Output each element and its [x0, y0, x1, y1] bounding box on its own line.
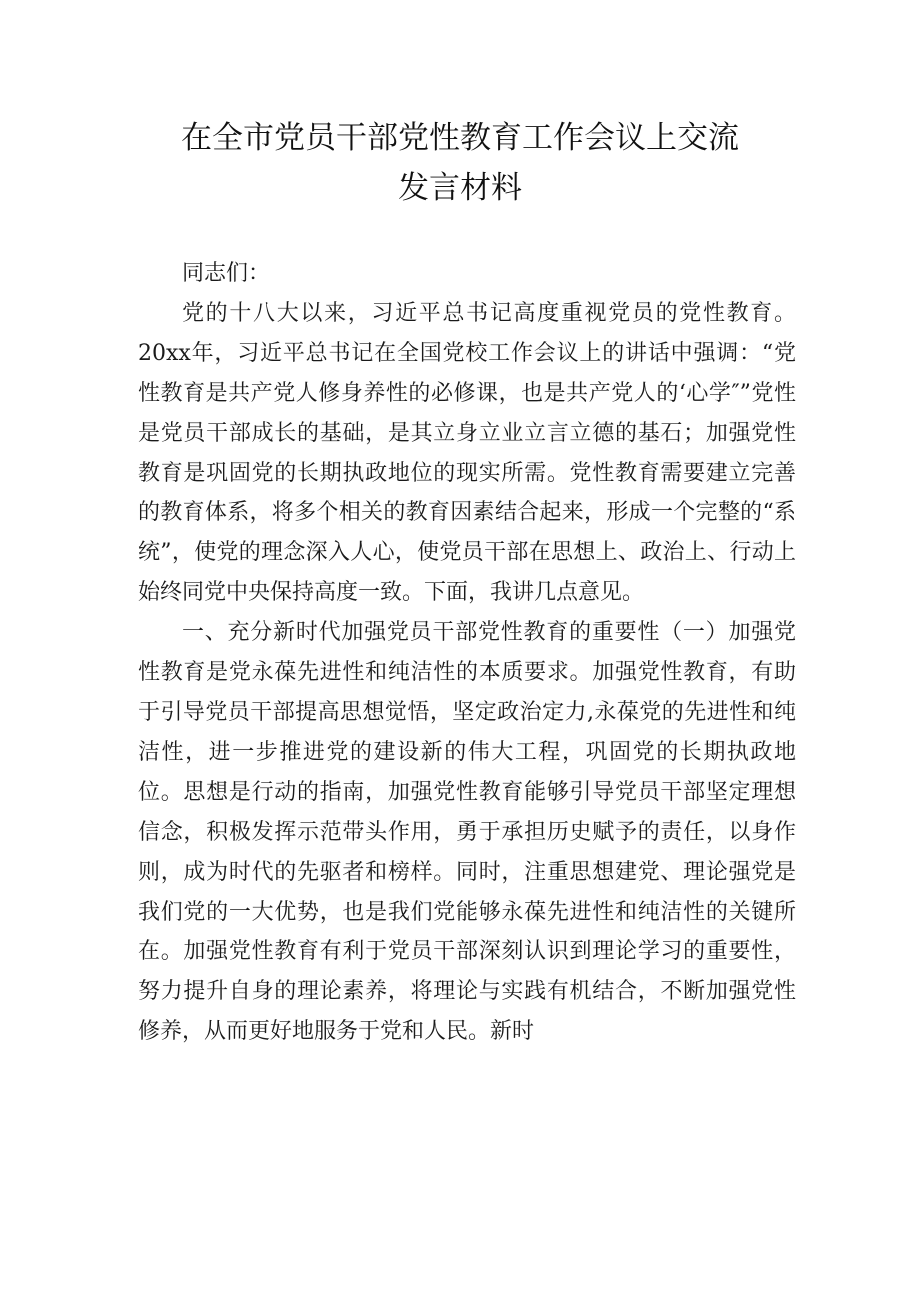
document-body [138, 254, 796, 1052]
section-one-paragraph: 一、充分新时代加强党员干部党性教育的重要性（一）加强党性教育是党永葆先进性和纯洁性的本质要求。加强党性教育，有助于引导党员干部提高思想觉悟，坚定政治定力,永葆党的先进性和纯洁性，进一步推进党的建设新的伟大工程，巩固党的长期执政地位。思想是行动的指南，加强党性教育能够引导党员干部坚定理想信念，积极发挥示范带头作用，勇于承担历史赋予的责任，以身作则，成为时代的先驱者和榜样。同时，注重思想建党、理论强党是我们党的一大优势，也是我们党能够永葆先进性和纯洁性的关键所在。加强党性教育有利于党员干部深刻认识到理论学习的重要性，努力提升自身的理论素养，将理论与实践有机结合，不断加强党性修养，从而更好地服务于党和人民。新时 [138, 620, 796, 1045]
salutation-paragraph: 同志们： [182, 261, 271, 286]
document-title-line-2: 发言材料 [398, 170, 522, 206]
document-title-line-1: 在全市党员干部党性教育工作会议上交流 [181, 120, 739, 156]
intro-paragraph: 党的十八大以来，习近平总书记高度重视党员的党性教育。20xx年，习近平总书记在全国党校工作会议上的讲话中强调：“党性教育是共产党人修身养性的必修课，也是共产党人的‘心学″”党性是党员干部成长的基础，是其立身立业立言立德的基石；加强党性教育是巩固党的长期执政地位的现实所需。党性教育需要建立完善的教育体系，将多个相关的教育因素结合起来，形成一个完整的“系统”，使党的理念深入人心，使党员干部在思想上、政治上、行动上始终同党中央保持高度一致。下面，我讲几点意见。 [138, 300, 796, 606]
